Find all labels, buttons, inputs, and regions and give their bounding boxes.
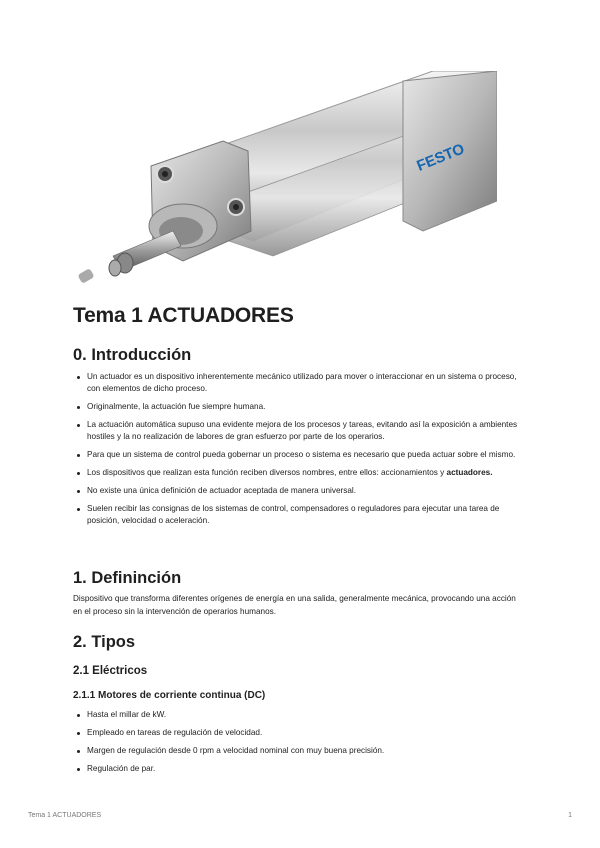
list-item: Regulación de par.	[73, 763, 519, 775]
pneumatic-cylinder-illustration	[73, 71, 497, 285]
dc-motor-bullet-list	[73, 709, 519, 781]
list-item: La actuación automática supuso una evidente mejora de los procesos y tareas, evitando así la exposición a ambientes hostiles y la no realización de labores de gran esfuerzo por parte de los operarios.	[73, 419, 519, 443]
list-item: Hasta el millar de kW.	[73, 709, 519, 721]
section-heading-types: 2. Tipos	[73, 633, 136, 651]
list-item: Suelen recibir las consignas de los sistemas de control, compensadores o reguladores para ejecutar una tarea de posición, velocidad o aceleración.	[73, 503, 519, 527]
definition-paragraph: Dispositivo que transforma diferentes orígenes de energía en una salida, generalmente mecánica, provocando una acción en el proceso sin la intervención de operarios humanos.	[73, 594, 516, 616]
footer-document-title: Tema 1 ACTUADORES	[28, 812, 102, 819]
list-item: No existe una única definición de actuador aceptada de manera universal.	[73, 485, 519, 497]
hero-image	[73, 71, 497, 285]
list-item: Margen de regulación desde 0 rpm a velocidad nominal con muy buena precisión.	[73, 745, 519, 757]
list-item: Para que un sistema de control pueda gobernar un proceso o sistema es necesario que pueda actuar sobre el mismo.	[73, 449, 519, 461]
list-item: Empleado en tareas de regulación de velocidad.	[73, 727, 519, 739]
subsubsection-heading-dc-motors: 2.1.1 Motores de corriente continua (DC)	[73, 690, 266, 701]
festo-logo: FESTO	[414, 140, 467, 175]
page-title: Tema 1 ACTUADORES	[73, 304, 294, 327]
section-heading-definition: 1. Defininción	[73, 569, 182, 587]
footer-page-number: 1	[568, 812, 572, 819]
intro-bullet-list	[73, 371, 519, 533]
list-item-bold-text: actuadores.	[446, 468, 493, 477]
list-item: Originalmente, la actuación fue siempre humana.	[73, 401, 519, 413]
list-item	[73, 467, 519, 479]
list-item: Un actuador es un dispositivo inherentemente mecánico utilizado para mover o interaccionar en un sistema o proceso, con elementos de dicho proceso.	[73, 371, 519, 395]
section-heading-intro: 0. Introducción	[73, 346, 192, 364]
list-item-text: Los dispositivos que realizan esta función reciben diversos nombres, entre ellos: accionamientos y	[87, 468, 447, 477]
subsection-heading-electric: 2.1 Eléctricos	[73, 665, 148, 677]
